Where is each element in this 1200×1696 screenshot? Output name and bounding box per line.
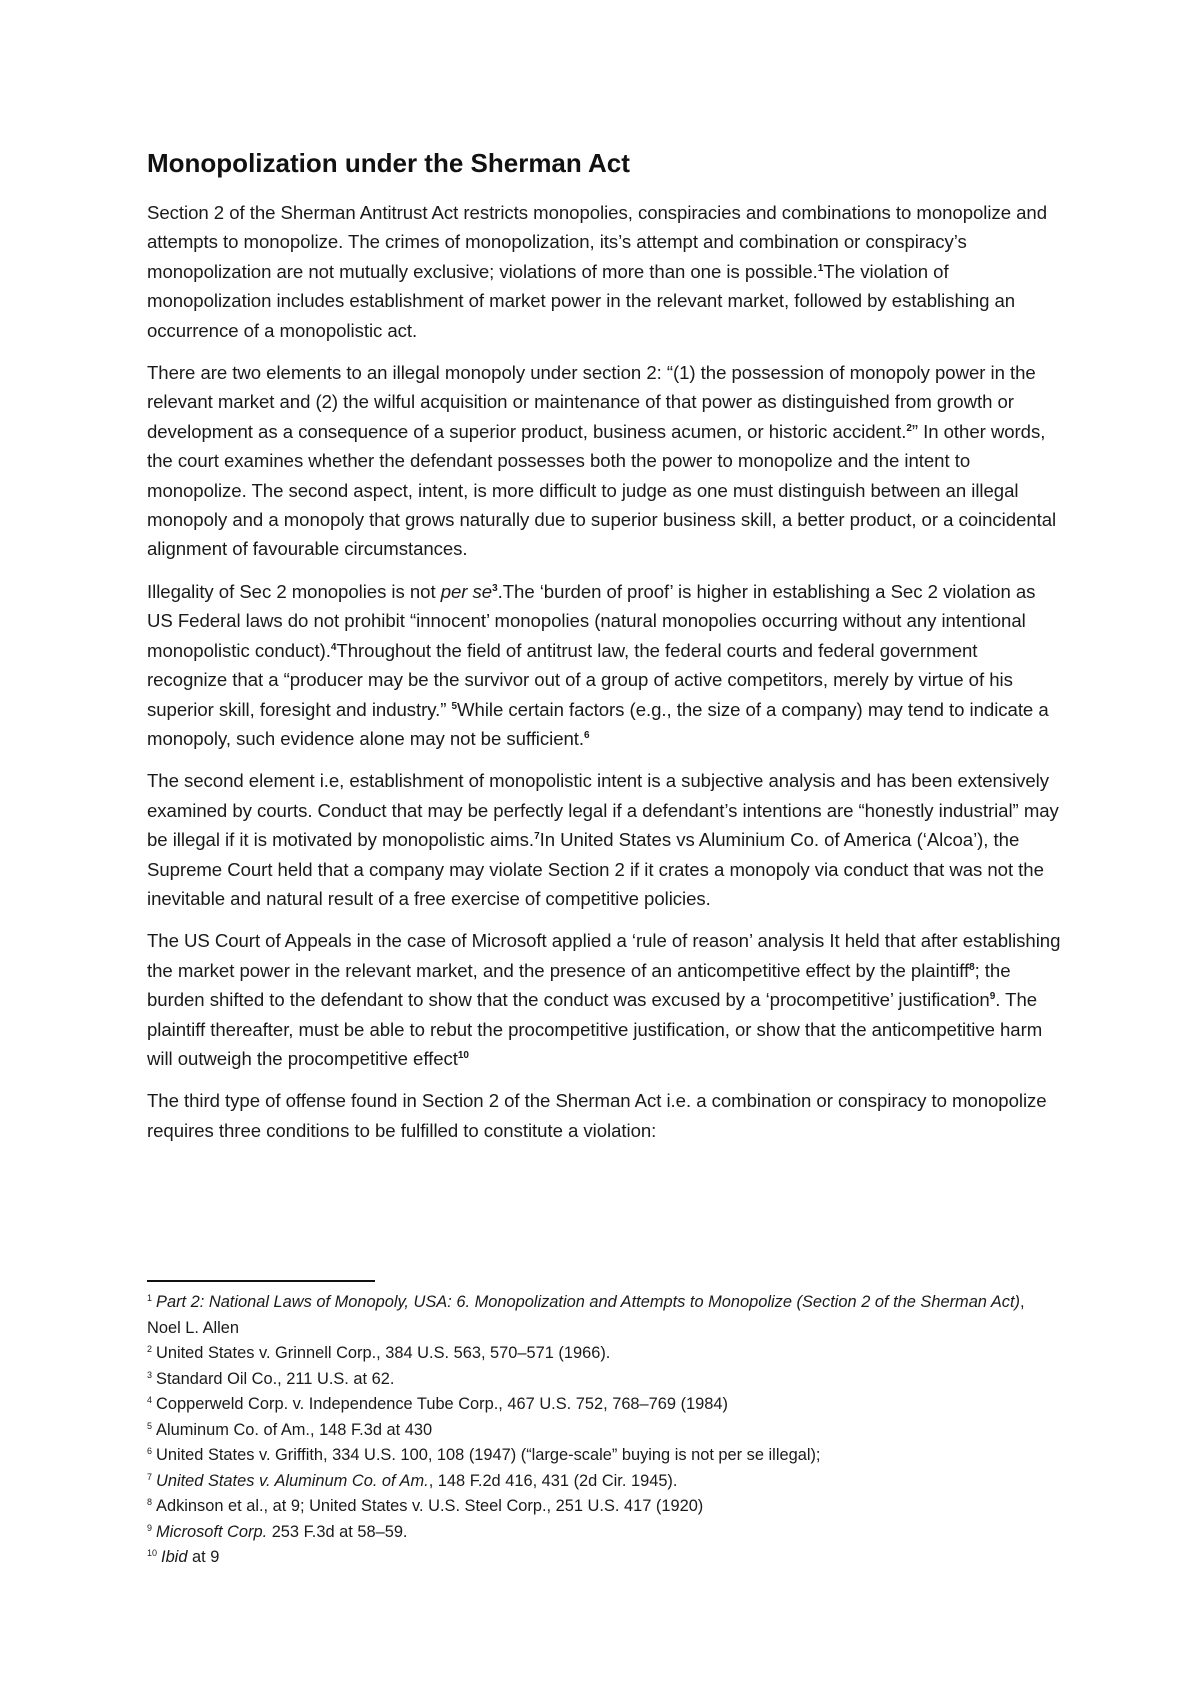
- document-body: [147, 146, 1062, 1158]
- footnote-ref-4[interactable]: 4: [330, 641, 337, 653]
- footnote-6: [147, 1443, 1062, 1469]
- paragraph-5-text-a: The US Court of Appeals in the case of Microsoft applied a ‘rule of reason’ analysis It held that after establishing the market power in the relevant market, and the presence of an anticompetitive effect by the plaintiff: [147, 930, 1061, 981]
- footnote-text: at 9: [187, 1548, 220, 1566]
- footnote-text: United States v. Grinnell Corp., 384 U.S. 563, 570–571 (1966).: [156, 1344, 611, 1362]
- footnote-9: [147, 1520, 1062, 1546]
- footnote-text: , Noel L. Allen: [147, 1293, 1025, 1337]
- footnote-4: [147, 1392, 1062, 1418]
- footnote-text: 253 F.3d at 58–59.: [267, 1522, 408, 1541]
- footnote-ref-3[interactable]: 3: [492, 582, 498, 594]
- footnotes-section: [147, 1280, 1062, 1571]
- footnote-ref-7[interactable]: 7: [534, 831, 540, 843]
- footnote-text: Aluminum Co. of Am., 148 F.3d at 430: [156, 1420, 433, 1439]
- footnote-ref-10[interactable]: 10: [457, 1049, 469, 1061]
- footnote-number: 2: [147, 1344, 153, 1354]
- paragraph-1-text-b: The violation of monopolization includes establishment of market power in the relevant market, followed by establishing an occurrence of a monopolistic act.: [147, 260, 1016, 341]
- footnote-number: 8: [147, 1497, 153, 1507]
- paragraph-5-text-c: . The plaintiff thereafter, must be able to rebut the procompetitive justification, or show that the anticompetitive harm will outweigh the procompetitive effect: [147, 989, 1043, 1069]
- footnote-number: 3: [147, 1369, 153, 1380]
- paragraph-5-text-b: ; the burden shifted to the defendant to show that the conduct was excused by a ‘procompetitive’ justification: [147, 959, 1011, 1011]
- footnote-emphasis: United States v. Aluminum Co. of Am.: [156, 1471, 429, 1490]
- footnote-1: [147, 1290, 1062, 1341]
- footnote-text: Copperweld Corp. v. Independence Tube Corp., 467 U.S. 752, 768–769 (1984): [156, 1395, 728, 1413]
- paragraph-3-text-b: .The ‘burden of proof’ is higher in establishing a Sec 2 violation as US Federal laws do not prohibit “innocent’ monopolies (natural monopolies occurring without any intentional monopolistic conduct).: [147, 580, 1036, 661]
- footnote-number: 9: [147, 1522, 153, 1533]
- paragraph-2: [147, 358, 1062, 564]
- footnote-8: [147, 1494, 1062, 1520]
- paragraph-3-text-d: While certain factors (e.g., the size of a company) may tend to indicate a monopoly, such evidence alone may not be sufficient.: [147, 698, 1049, 749]
- footnote-text: Standard Oil Co., 211 U.S. at 62.: [156, 1369, 395, 1388]
- paragraph-2-text-a: There are two elements to an illegal monopoly under section 2: “(1) the possession of monopoly power in the relevant market and (2) the wilful acquisition or maintenance of that power as distinguished from growth or development as a consequence of a superior product, business acumen, or historic accident.: [147, 362, 1036, 442]
- footnote-separator: [147, 1280, 375, 1282]
- footnote-7: [147, 1469, 1062, 1495]
- footnote-emphasis: Microsoft Corp.: [156, 1522, 268, 1541]
- footnote-number: 7: [147, 1471, 153, 1482]
- footnote-number: 6: [147, 1446, 153, 1456]
- footnote-ref-5[interactable]: 5: [451, 700, 458, 712]
- footnote-3: [147, 1367, 1062, 1393]
- paragraph-4: [147, 766, 1062, 913]
- paragraph-3: [147, 577, 1062, 753]
- paragraph-4-text-a: The second element i.e, establishment of monopolistic intent is a subjective analysis and has been extensively examined by courts. Conduct that may be perfectly legal if a defendant’s intentions are “honestly industrial” may be illegal if it is motivated by monopolistic aims.: [147, 770, 1059, 851]
- paragraph-4-text-b: In United States vs Aluminium Co. of America (‘Alcoa’), the Supreme Court held that a company may violate Section 2 if it crates a monopoly via conduct that was not the inevitable and natural result of a free exercise of competitive policies.: [147, 829, 1044, 909]
- footnote-number: 1: [147, 1293, 153, 1303]
- paragraph-1-text-a: Section 2 of the Sherman Antitrust Act restricts monopolies, conspiracies and combinations to monopolize and attempts to monopolize. The crimes of monopolization, its’s attempt and combination or conspiracy’s monopolization are not mutually exclusive; violations of more than one is possible.: [147, 202, 1047, 282]
- footnote-number: 10: [147, 1548, 158, 1558]
- document-title: Monopolization under the Sherman Act: [147, 148, 630, 178]
- footnote-text: , 148 F.2d 416, 431 (2d Cir. 1945).: [428, 1471, 678, 1490]
- footnote-text: United States v. Griffith, 334 U.S. 100, 108 (1947) (“large-scale” buying is not per se illegal);: [156, 1446, 821, 1464]
- paragraph-6: The third type of offense found in Section 2 of the Sherman Act i.e. a combination or conspiracy to monopolize requires three conditions to be fulfilled to constitute a violation:: [147, 1090, 1047, 1141]
- footnote-2: [147, 1341, 1062, 1367]
- footnote-ref-6[interactable]: 6: [584, 729, 590, 741]
- paragraph-3-text-c: Throughout the field of antitrust law, the federal courts and federal government recognize that a “producer may be the survivor out of a group of active competitors, merely by virtue of his superior skill, foresight and industry.”: [147, 639, 1013, 720]
- footnote-10: [147, 1545, 1062, 1571]
- footnote-5: [147, 1418, 1062, 1444]
- footnote-ref-1[interactable]: 1: [817, 262, 824, 274]
- footnote-emphasis: Part 2: National Laws of Monopoly, USA: 6. Monopolization and Attempts to Monopolize (Section 2 of the Sherman Act): [156, 1293, 1021, 1311]
- footnote-number: 4: [147, 1395, 153, 1405]
- footnote-emphasis: Ibid: [161, 1548, 188, 1566]
- paragraph-3-text-a: Illegality of Sec 2 monopolies is not: [147, 580, 441, 602]
- footnote-ref-2[interactable]: 2: [906, 422, 912, 434]
- footnote-number: 5: [147, 1420, 153, 1431]
- footnote-ref-8[interactable]: 8: [969, 961, 975, 973]
- paragraph-5: [147, 926, 1062, 1073]
- footnote-ref-9[interactable]: 9: [989, 991, 996, 1003]
- paragraph-3-emphasis: per se: [440, 580, 493, 602]
- footnote-text: Adkinson et al., at 9; United States v. U.S. Steel Corp., 251 U.S. 417 (1920): [156, 1497, 704, 1515]
- paragraph-1: [147, 198, 1062, 345]
- paragraph-2-text-b: ” In other words, the court examines whether the defendant possesses both the power to monopolize and the intent to monopolize. The second aspect, intent, is more difficult to judge as one must distinguish between an illegal monopoly and a monopoly that grows naturally due to superior business skill, a better product, or a coincidental alignment of favourable circumstances.: [147, 420, 1057, 560]
